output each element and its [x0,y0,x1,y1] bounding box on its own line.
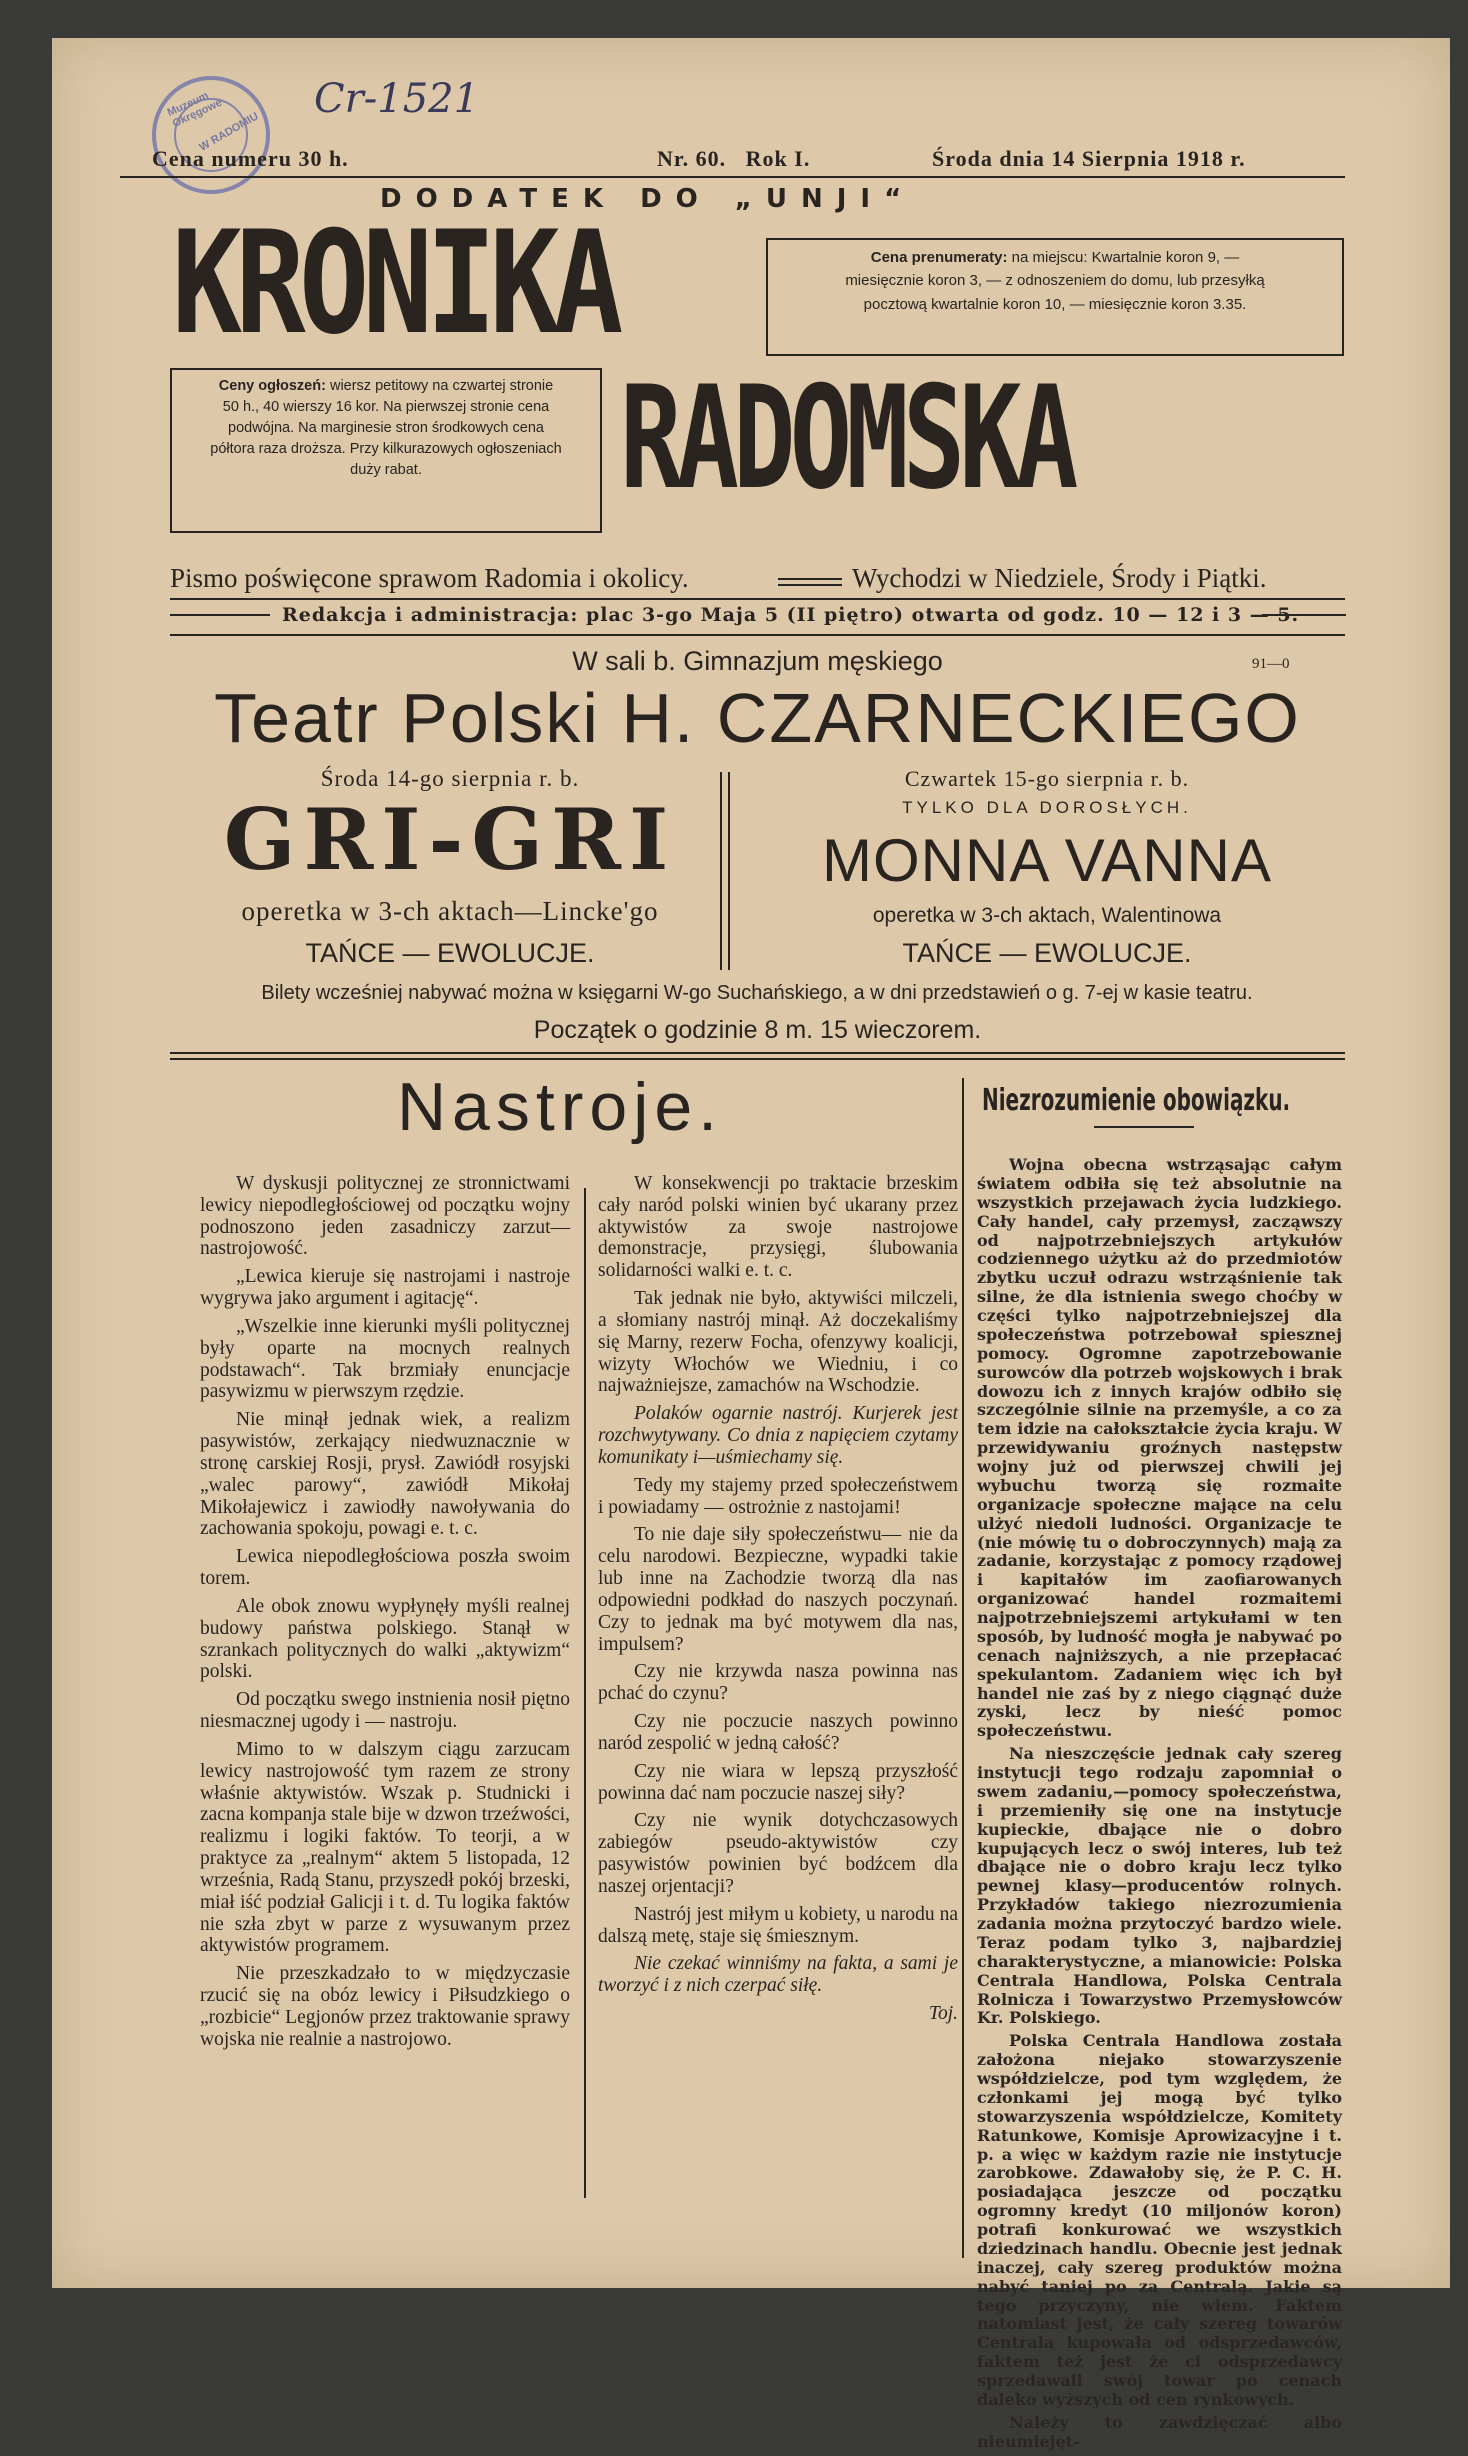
ads-line1: wiersz petitowy na czwartej stronie [329,378,554,394]
left-show-desc: operetka w 3-ch aktach—Lincke'go [241,896,659,926]
article-paragraph: Lewica niepodległościowa poszła swoim torem. [200,1546,570,1590]
article-paragraph: „Lewica kieruje się nastrojami i nastroje wygrywa jako argument i agitację“. [200,1266,570,1310]
subtitle-right: Wychodzi w Niedziele, Środy i Piątki. [852,563,1267,593]
article-paragraph: Czy nie poczucie naszych powinno naród zespolić w jedną całość? [598,1711,958,1754]
subtitle-sep-rule-a [778,578,842,580]
article-paragraph: Należy to zawdzięczać albo nieumiejęt- [977,2412,1342,2451]
issue-date: Środa dnia 14 Sierpnia 1918 r. [932,146,1246,171]
article-paragraph: To nie daje siły społeczeństwu— nie da celu narodowi. Bezpieczne, wypadki takie lub inne na Zachodzie tworzą dla nas odpowiedni podkład do naszych poczynań. Czy to jednak ma być motywem dla nas, impulsem? [598,1524,958,1655]
editorial-rule-left [170,614,270,616]
stamp-text-top: Muzeum Okręgowe [165,89,224,131]
article-paragraph: Czy nie krzywda nasza powinna nas pchać do czynu? [598,1661,958,1705]
theatre-tickets: Bilety wcześniej nabywać można w księgarni W-go Suchańskiego, a w dni przedstawień o g. 7-ej w kasie teatru. [261,982,1253,1004]
ads-label: Ceny ogłoszeń: [218,378,326,394]
article-paragraph: Czy nie wynik dotychczasowych zabiegów pseudo-aktywistów czy pasywistów powinien być bodźcem dla naszej orjentacji? [598,1810,958,1897]
issue-price: Cena numeru 30 h. [152,146,349,171]
newspaper-page [52,38,1450,2451]
article-paragraph: Nie przeszkadzało to w międzyczasie rzucić się na obóz lewicy i Piłsudzkiego o „rozbicie“ Legjonów przez traktowanie sprawy wojska nie realnie a nastrojowo. [200,1963,570,2050]
header-bottom-rule [170,634,1345,636]
subtitle-left: Pismo poświęcone sprawom Radomia i okolicy. [170,563,689,593]
ads-line4: półtora raza droższa. Przy kilkurazowych ogłoszeniach [210,441,562,458]
masthead-kronika: KRONIKA [172,201,617,366]
editorial-rule-right [1262,614,1346,616]
supplement-line: DODATEK DO „UNJI“ [380,184,916,214]
article-paragraph: Polska Centrala Handlowa została założona niejako stowarzyszenie współdzielcze, pod tym względem, że członkami jej mogą być tylko stowarzyszenia współdzielcze, Komitety Ratunkowe, Komisje Aprowizacyjne i t. p. a więc w każdym razie nie instytucje zarobkowe. Zdawałoby się, że P. C. H. posiadająca jeszcze od początku ogromny kredyt (10 miljonów koron) potrafi konkurować we wszystkich dziedzinach handlu. Obecnie jest jednak inaczej, cały szereg produktów można nabyć taniej po za Centralą. Jakie są tego przyczyny, nie wiem. Faktem natomiast jest, że cały szereg towarów Centrala kupowała od odsprzedawców, faktem też jest że ci odsprzedawcy sprzedawali swój towar po cenach daleko wyższych od cen rynkowych. [977,2031,1342,2409]
article-paragraph: Czy nie wiara w lepszą przyszłość powinna dać nam poczucie naszej siły? [598,1760,958,1804]
article-nastroje-col1 [200,1173,570,2056]
article-nastroje-col2 [598,1173,958,2031]
subscription-label: Cena prenumeraty: [870,249,1008,266]
column-divider [584,1188,586,2198]
right-show-date: Czwartek 15-go sierpnia r. b. [904,766,1190,791]
article-paragraph: W dyskusji politycznej ze stronnictwami lewicy niepodległościowej od początku wojny podnoszono jeden zasadniczy zarzut—nastrojowość. [200,1173,570,1260]
left-show-dances: TAŃCE — EWOLUCJE. [305,938,595,968]
theatre-ad-code: 91—0 [1252,656,1290,672]
article-nastroje-title: Nastroje. [396,1069,724,1145]
issue-number: Nr. 60. Rok I. [657,146,811,171]
left-show-title: GRI-GRI [223,790,677,889]
theatre-bottom-rule-a [170,1052,1345,1054]
article-paragraph: W konsekwencji po traktacie brzeskim cały naród polski winien być ukarany przez aktywistów za swoje nastrojowe demonstracje, przysięgi, ślubowania solidarności walki e. t. c. [598,1173,958,1282]
article-paragraph: Nie minął jednak wiek, a realizm pasywistów, zerkający niedwuznacznie w stronę carskiej Rosji, prysł. Zawiódł rosyjski „walec parowy“, zawiódł Mikołaj Mikołajewicz i zawiodły nawoływania do zachowania spokoju, powagi e. t. c. [200,1409,570,1540]
subtitle-rule [170,598,1345,600]
left-show-date: Środa 14-go sierpnia r. b. [320,766,580,791]
ads-price-box [170,368,602,533]
right-show-dances: TAŃCE — EWOLUCJE. [902,938,1192,968]
right-show-adults: TYLKO DLA DOROSŁYCH. [902,798,1192,817]
article-paragraph: Tak jednak nie było, aktywiści milczeli, a słomiany nastrój minął. Aż doczekaliśmy się Marny, rezerw Focha, ofenzywy koalicji, wizyty Włochów we Wiedniu, i co najważniejsze, zamachów na Wschodzie. [598,1288,958,1397]
subtitle-sep-rule-b [778,584,842,586]
article-paragraph: Mimo to w dalszym ciągu zarzucam lewicy nastrojowość tym razem ze strony właśnie aktywistów. Wszak p. Studnicki i zacna kompanja stale bije w dzwon trzeźwości, realizmu i logiki faktów. To teorji, a w praktyce za „realnym“ aktem 5 listopada, 12 września, Radą Stanu, przyszedł pokój brzeski, miał iść podział Galicji i t. d. Tu logika faktów nie szła zbyt w parze z wysuwanym przez aktywistów programem. [200,1738,570,1957]
subscription-line3: pocztową kwartalnie koron 10, — miesięcznie koron 3.35. [863,295,1247,313]
theatre-divider-b [728,772,730,970]
article-title-underline [1094,1126,1194,1128]
article-paragraph: Od początku swego instnienia nosił piętno niesmacznej ugody i — nastroju. [200,1689,570,1733]
article-paragraph: Ale obok znowu wypłynęły myśli realnej budowy państwa polskiego. Stanął w szrankach politycznych do walki „aktywizm“ polski. [200,1595,570,1683]
handwritten-catalog-id: Cr-1521 [314,76,480,122]
article-paragraph: Tedy my stajemy przed społeczeństwem i powiadamy — ostrożnie z nastojami! [598,1474,958,1518]
masthead-radomska: RADOMSKA [620,356,1073,521]
subscription-line1: na miejscu: Kwartalnie koron 9, — [1011,249,1240,266]
theatre-venue: W sali b. Gimnazjum męskiego [572,646,943,676]
theatre-divider-a [720,772,722,970]
theatre-bottom-rule-b [170,1058,1345,1060]
ads-line5: duży rabat. [350,462,422,479]
editorial-line: Redakcja i administracja: plac 3-go Maja 5 (II piętro) otwarta od godz. 10 — 12 i 3 — 5. [282,604,1300,626]
theatre-name: Teatr Polski H. CZARNECKIEGO [214,679,1301,757]
article-paragraph: Polaków ogarnie nastrój. Kurjerek jest rozchwytywany. Co dnia z napięciem czytamy komunikaty i—uśmiechamy się. [598,1403,958,1468]
article-signature: Toj. [928,2002,958,2024]
article-paragraph: Nastrój jest miłym u kobiety, u narodu na dalszą metę, staje się śmiesznym. [598,1903,958,1947]
subscription-line2: miesięcznie koron 3, — z odnoszeniem do domu, lub przesyłką [845,272,1265,290]
article-divider [962,1078,964,2258]
ads-line2: 50 h., 40 wierszy 16 kor. Na pierwszej stronie cena [222,399,550,416]
theatre-start-time: Początek o godzinie 8 m. 15 wieczorem. [533,1016,982,1044]
article-paragraph: Na nieszczęście jednak cały szereg instytucji tego rodzaju zapomniał o swem zadaniu,—pomocy społeczeństwa, i przemieniły się one na instytucje kupieckie, dbające nie o dobro kupujących lecz o swój interes, lub też dbające nie o dobro kraju lecz tylko pewnej klasy—producentów rolnych. Przykładów takiego niezrozumienia zadania można przytoczyć bardzo wiele. Teraz podam tylko 3, najbardziej charakterystyczne, a mianowicie: Polska Centrala Handlowa, Polska Centrala Rolnicza i Towarzystwo Przemysłowców Kr. Polskiego. [977,1744,1342,2028]
stamp-text-bottom: W RADOMIU [197,110,261,154]
article-paragraph: Nie czekać winniśmy na fakta, a sami je tworzyć i z nich czerpać siłę. [598,1953,958,1997]
article-obowiazek-title: Niezrozumienie obowiązku. [982,1083,1291,1118]
article-obowiazek-col [977,1156,1342,2456]
right-show-title: MONNA VANNA [822,827,1272,894]
top-rule [120,176,1345,178]
right-show-desc: operetka w 3-ch aktach, Walentinowa [872,904,1222,927]
article-paragraph: „Wszelkie inne kierunki myśli politycznej były oparte na mocnych realnych podstawach“. Tak brzmiały enuncjacje pasywizmu w pierwszym rzędzie. [200,1315,570,1403]
ads-line3: podwójna. Na marginesie stron środkowych cena [228,420,544,437]
subscription-box [766,238,1344,356]
article-paragraph: Wojna obecna wstrząsając całym światem odbiła się też absolutnie na wszystkich przejawach życia ludzkiego. Cały handel, cały przemysł, zacząwszy od najpotrzebniejszych artykułów codziennego użytku aż do przedmiotów zbytku uczuł odrazu wstrząśnienie tak silne, że dla istnienia swego choćby w części tylko najpotrzebniejszej dla społeczeństwa potrzebował spiesznej pomocy. Ogromne zapotrzebowanie surowców dla potrzeb wojskowych i brak dowozu ich z innych krajów odbiło się szczególnie silnie na przemyśle, a co za tem idzie na całokształcie życia kraju. W przewidywaniu groźnych następstw wojny już od pierwszej chwili jej wybuchu tworzą się rozmaite organizacje społeczne mające na celu ulżyć niedoli ludności. Organizacje te (nie mówię tu o dobroczynnych) mają za zadanie, korzystając z pomocy rządowej i kapitałów im zaofiarowanych organizować handel rozmaitemi najpotrzebniejszemi artykułami w ten sposób, by ludność mogła je nabywać po cenach najniższych, a nie przepłacać spekulantom. Zadaniem więc ich był handel nie zaś by z niego ciągnąć duże zyski, lecz by nieść pomoc społeczeństwu. [977,1155,1342,1741]
